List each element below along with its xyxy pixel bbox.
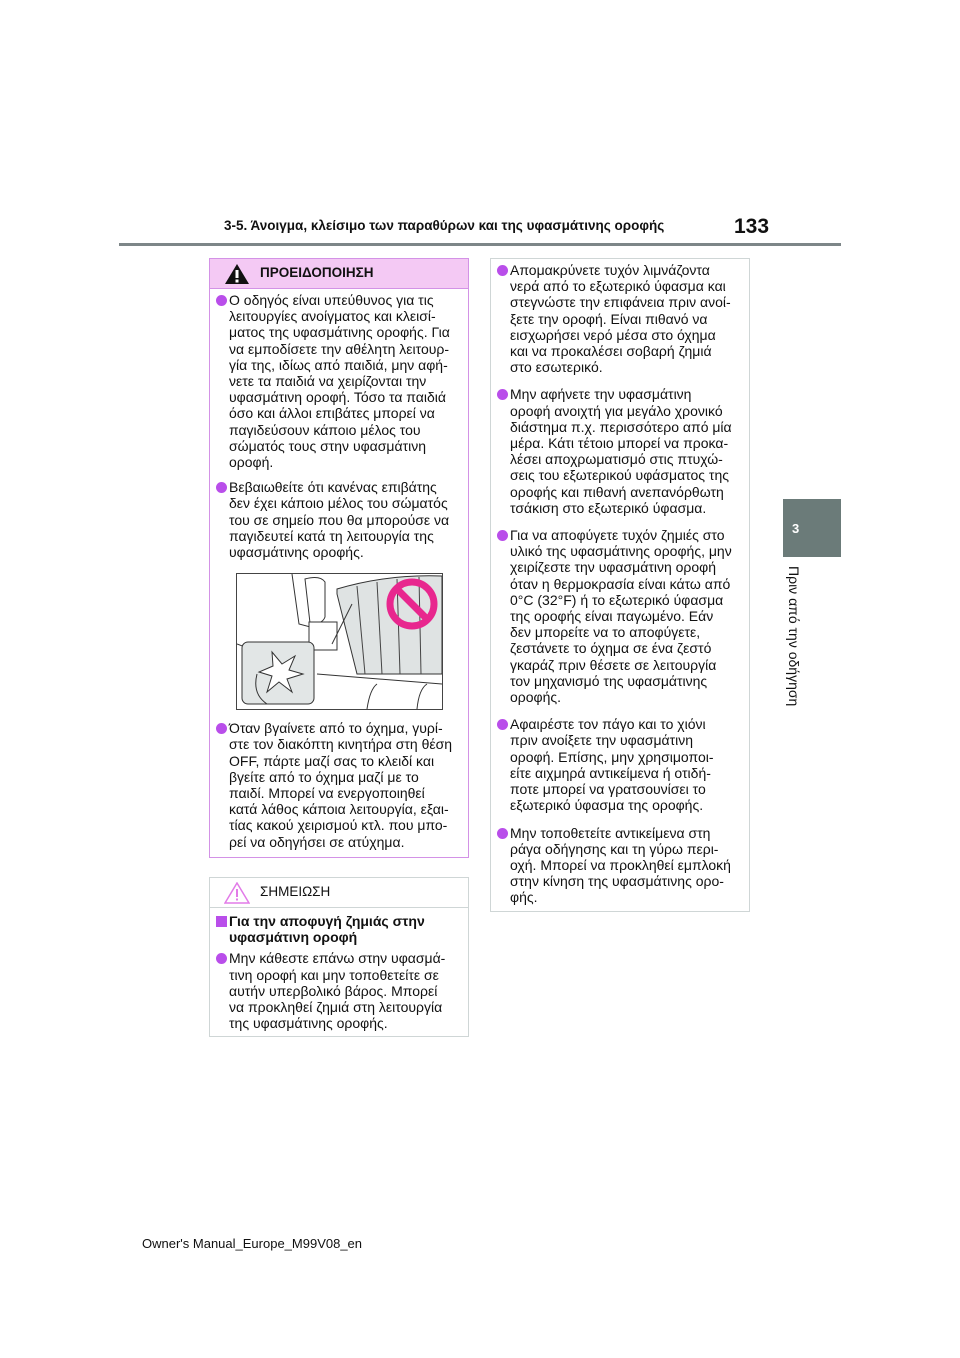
bullet-icon [216,723,227,734]
warning-header [210,259,468,289]
note-title: ΣΗΜΕΙΩΣΗ [260,884,331,899]
section-title: 3-5. Άνοιγμα, κλείσιμο των παραθύρων και της υφασμάτινης οροφής [224,218,665,233]
bullet-icon [216,953,227,964]
bullet-icon [497,389,508,400]
list-item [210,950,468,1031]
item-text: Για να αποφύγετε τυχόν ζημιές στο υλικό της υφασμάτινης οροφής, μην χειρίζεστε την υφασμάτινη οροφή όταν η θερμοκρασία είναι κάτω από 0°C (32°F) ή το εξωτερικό ύφασμα της οροφής είναι παγωμένο. Εάν δεν μπορείτε να το αποφύγετε, ζεστάνετε το όχημα σε ένα ζεστό γκαράζ πριν θέσετε σε λειτουργία τον μηχανισμό της υφασμάτινης οροφής. [510,527,732,706]
bullet-icon [497,265,508,276]
list-item [491,716,749,813]
item-text: Μην αφήνετε την υφασμάτινη οροφή ανοιχτή για μεγάλο χρονικό διάστημα π.χ. περισσότερο από μία μέρα. Κάτι τέτοιο μπορεί να προκα- λέσει αποχρωματισμό στις πτυχώ- σεις του εξωτερικού υφάσματος της οροφής και πιθανή ανεπανόρθωτη τσάκιση στο εξωτερικό ύφασμα. [510,386,732,516]
bullet-icon [497,530,508,541]
note-heading [210,913,468,945]
warning-box [209,258,469,858]
item-text: Απομακρύνετε τυχόν λιμνάζοντα νερά από το εξωτερικό ύφασμα και στεγνώστε την επιφάνεια πριν ανοί- ξετε την οροφή. Είναι πιθανό να εισχωρήσει νερό μέσα στο όχημα και να προκαλέσει σοβαρή ζημιά στο εσωτερικό. [510,262,731,376]
note-header [210,878,468,908]
bullet-icon [216,482,227,493]
bullet-icon [216,295,227,306]
list-item [491,386,749,516]
item-text: Μην τοποθετείτε αντικείμενα στη ράγα οδήγησης και τη γύρω περι- οχή. Μπορεί να προκληθεί εμπλοκή στην κίνηση της υφασμάτινης ορο- φής. [510,824,731,906]
square-bullet-icon [216,916,227,927]
list-item [491,527,749,705]
list-item [210,479,468,560]
page-number: 133 [734,215,770,238]
caution-triangle-icon [224,882,250,904]
item-text: Βεβαιωθείτε ότι κανένας επιβάτης δεν έχει κάποιο μέλος του σώματός του σε σημείο που θα μπορούσε να παγιδευτεί κατά τη λειτουργία της υφασμάτινης οροφής. [229,479,450,561]
item-text: Αφαιρέστε τον πάγο και το χιόνι πριν ανοίξετε την υφασμάτινη οροφή. Επίσης, μην χρησιμοποι- είτε αιχμηρά αντικείμενα ή οτιδή- ποτε μπορεί να γρατσουνίσει το εξωτερικό ύφασμα της οροφής. [510,716,714,814]
note-box [209,877,469,1037]
footer-text: Owner's Manual_Europe_M99V08_en [142,1236,363,1251]
bullet-icon [497,828,508,839]
chapter-tab [783,499,841,557]
list-item [210,292,468,470]
item-text: Μην κάθεστε επάνω στην υφασμά- τινη οροφή και μην τοποθετείτε σε αυτήν υπερβολικό βάρος. Μπορεί να προκληθεί ζημιά στη λειτουργία της υφασμάτινης οροφής. [229,950,446,1032]
list-item [210,720,468,850]
chapter-number: 3 [792,521,800,536]
right-warning-continuation [490,258,750,912]
chapter-title: Πριν από την οδήγηση [786,566,802,707]
warning-title: ΠΡΟΕΙΔΟΠΟΙΗΣΗ [260,265,374,280]
item-text: Όταν βγαίνετε από το όχημα, γυρί- στε τον διακόπτη κινητήρα στη θέση OFF, πάρτε μαζί σας το κλειδί και βγείτε από το όχημα μαζί με το παιδί. Μπορεί να ενεργοποιηθεί κατά λάθος κάποια λειτουργία, εξαι- τίας κακού χειρισμού κτλ. που μπο- ρεί να οδηγήσει σε ατύχημα. [229,720,453,850]
chapter-title-vertical [784,566,804,726]
header-divider [119,243,841,246]
heading-text: Για την αποφυγή ζημιάς στην υφασμάτινη οροφή [229,913,425,946]
bullet-icon [497,719,508,730]
warning-triangle-icon [224,263,250,285]
list-item [491,262,749,375]
sunroof-pinch-illustration [236,573,443,710]
item-text: Ο οδηγός είναι υπεύθυνος για τις λειτουργίες ανοίγματος και κλεισί- ματος της υφασμάτινης οροφής. Για να εμποδίσετε την αθέλητη λειτουρ- γία της, ιδίως από παιδιά, μην αφή- νετε τα παιδιά να χειρίζονται την υφασμάτινη οροφή. Τόσο τα παιδιά όσο και άλλοι επιβάτες μπορεί να παγιδεύσουν κάποιο μέλος του σώματός τους στην υφασμάτινη οροφή. [229,292,450,471]
list-item [491,825,749,906]
